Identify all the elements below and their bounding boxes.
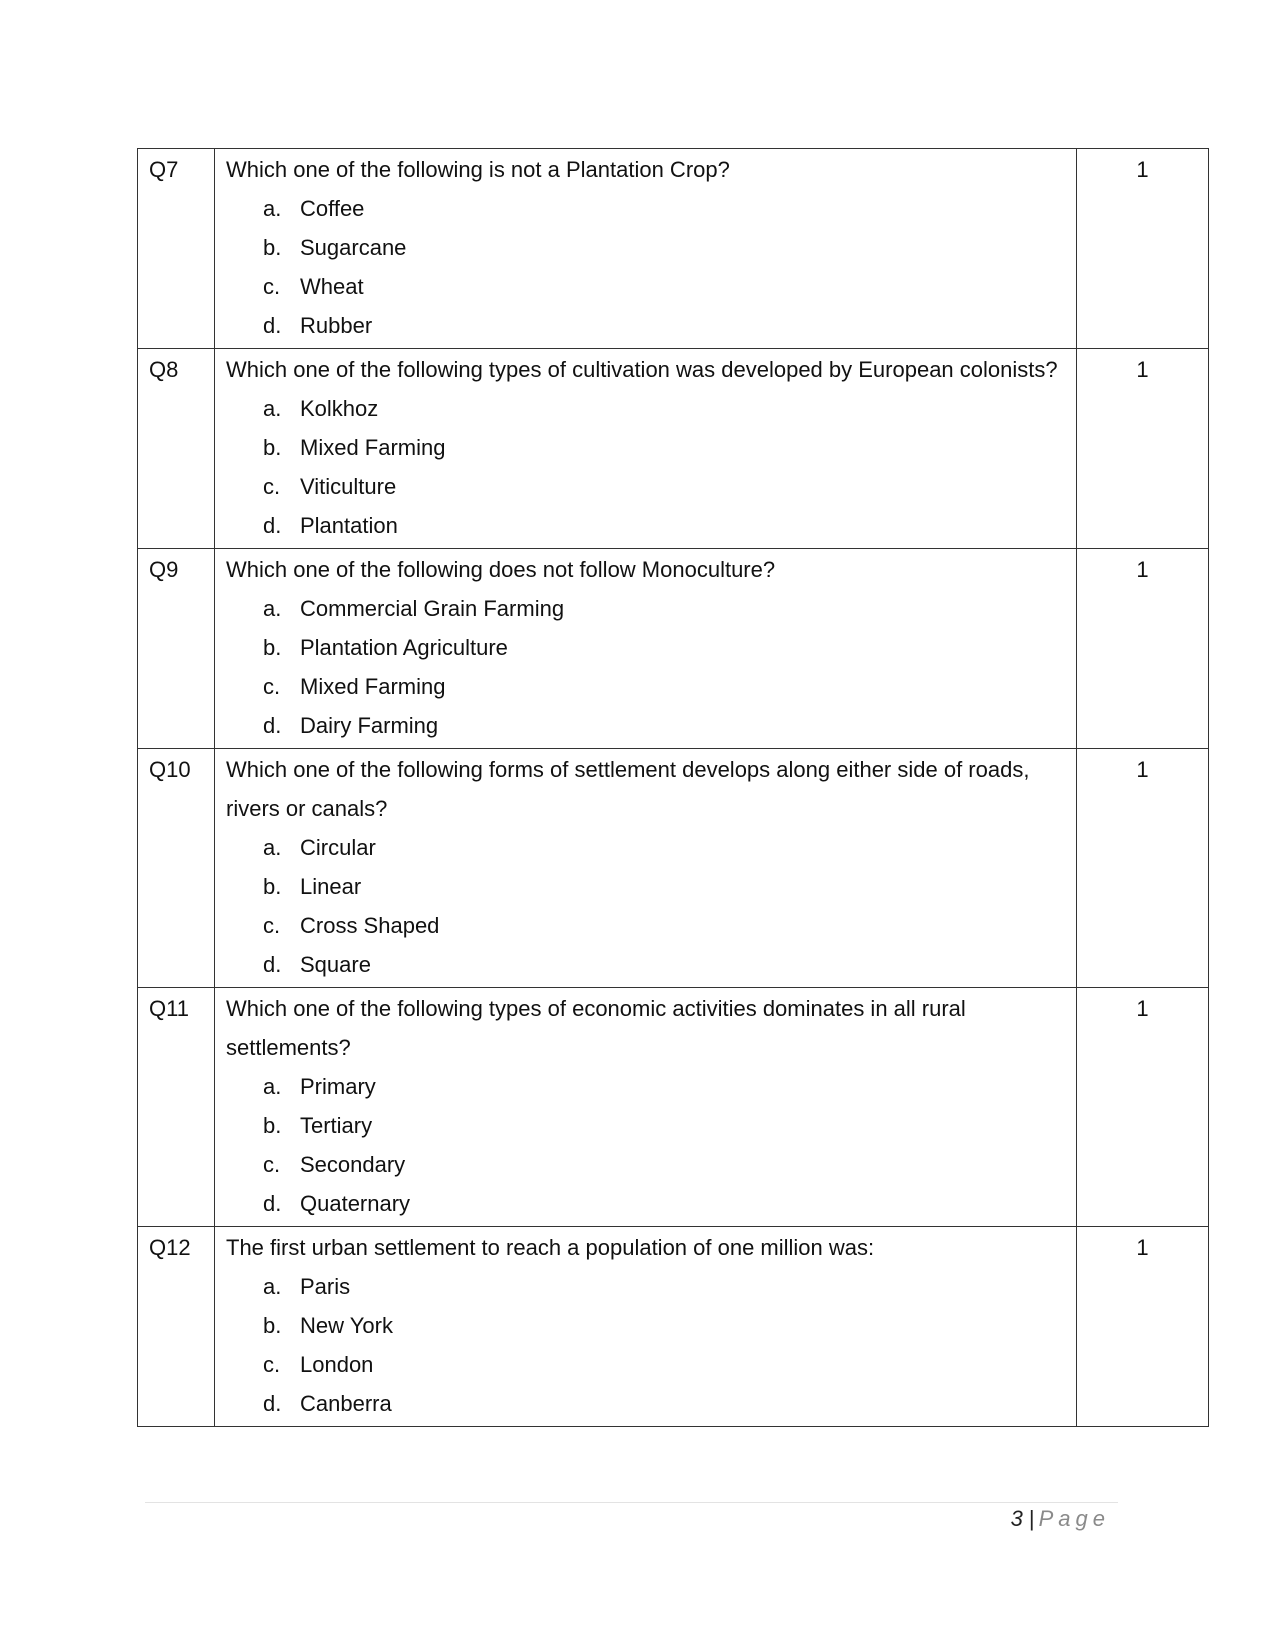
option-text: Mixed Farming bbox=[300, 674, 446, 699]
option-text: Plantation Agriculture bbox=[300, 635, 508, 660]
question-number: Q9 bbox=[138, 549, 215, 749]
option-text: Secondary bbox=[300, 1152, 406, 1177]
question-content bbox=[215, 549, 1077, 749]
option-letter: a. bbox=[263, 596, 282, 621]
option-item bbox=[263, 1345, 1076, 1384]
option-letter: b. bbox=[263, 435, 282, 460]
option-letter: a. bbox=[263, 835, 282, 860]
option-item bbox=[263, 1067, 1076, 1106]
option-item bbox=[263, 506, 1076, 545]
option-list bbox=[226, 828, 1076, 984]
question-row bbox=[138, 1227, 1209, 1427]
question-content bbox=[215, 1227, 1077, 1427]
option-text: Kolkhoz bbox=[300, 396, 379, 421]
question-number: Q10 bbox=[138, 749, 215, 988]
option-letter: c. bbox=[263, 274, 281, 299]
option-letter: b. bbox=[263, 1113, 282, 1138]
option-item bbox=[263, 1306, 1076, 1345]
option-text: Wheat bbox=[300, 274, 364, 299]
option-letter: a. bbox=[263, 396, 282, 421]
option-item bbox=[263, 1384, 1076, 1423]
option-text: Square bbox=[300, 952, 371, 977]
footer-separator: | bbox=[1028, 1506, 1035, 1531]
question-marks: 1 bbox=[1077, 1227, 1209, 1427]
option-text: Circular bbox=[300, 835, 376, 860]
question-text: Which one of the following is not a Plantation Crop? bbox=[226, 157, 730, 182]
option-text: Canberra bbox=[300, 1391, 392, 1416]
option-letter: d. bbox=[263, 1391, 282, 1416]
question-marks: 1 bbox=[1077, 988, 1209, 1227]
option-text: Coffee bbox=[300, 196, 365, 221]
option-text: Commercial Grain Farming bbox=[300, 596, 565, 621]
option-letter: d. bbox=[263, 1191, 282, 1216]
question-row bbox=[138, 149, 1209, 349]
option-item bbox=[263, 1267, 1076, 1306]
option-item bbox=[263, 1184, 1076, 1223]
option-item bbox=[263, 706, 1076, 745]
option-text: Mixed Farming bbox=[300, 435, 446, 460]
option-letter: b. bbox=[263, 235, 282, 260]
option-text: Cross Shaped bbox=[300, 913, 440, 938]
question-marks: 1 bbox=[1077, 749, 1209, 988]
option-item bbox=[263, 428, 1076, 467]
question-number: Q8 bbox=[138, 349, 215, 549]
option-text: New York bbox=[300, 1313, 393, 1338]
option-list bbox=[226, 1067, 1076, 1223]
option-letter: a. bbox=[263, 1274, 282, 1299]
option-text: Sugarcane bbox=[300, 235, 407, 260]
option-text: Rubber bbox=[300, 313, 373, 338]
question-number: Q11 bbox=[138, 988, 215, 1227]
option-text: Primary bbox=[300, 1074, 376, 1099]
option-letter: a. bbox=[263, 196, 282, 221]
option-letter: b. bbox=[263, 874, 282, 899]
option-letter: c. bbox=[263, 913, 281, 938]
option-item bbox=[263, 828, 1076, 867]
option-letter: d. bbox=[263, 313, 282, 338]
option-letter: d. bbox=[263, 513, 282, 538]
option-item bbox=[263, 945, 1076, 984]
option-text: Quaternary bbox=[300, 1191, 411, 1216]
option-letter: b. bbox=[263, 1313, 282, 1338]
question-text: Which one of the following types of economic activities dominates in all rural settlements? bbox=[226, 996, 966, 1060]
option-item bbox=[263, 189, 1076, 228]
question-row bbox=[138, 988, 1209, 1227]
question-marks: 1 bbox=[1077, 149, 1209, 349]
question-row bbox=[138, 549, 1209, 749]
option-list bbox=[226, 589, 1076, 745]
question-number: Q7 bbox=[138, 149, 215, 349]
question-content bbox=[215, 749, 1077, 988]
option-item bbox=[263, 667, 1076, 706]
question-content bbox=[215, 149, 1077, 349]
option-letter: c. bbox=[263, 1352, 281, 1377]
question-table bbox=[137, 148, 1209, 1427]
option-letter: c. bbox=[263, 674, 281, 699]
option-text: Viticulture bbox=[300, 474, 397, 499]
question-content bbox=[215, 988, 1077, 1227]
question-number: Q12 bbox=[138, 1227, 215, 1427]
option-item bbox=[263, 906, 1076, 945]
option-item bbox=[263, 628, 1076, 667]
question-marks: 1 bbox=[1077, 549, 1209, 749]
option-item bbox=[263, 467, 1076, 506]
option-text: Dairy Farming bbox=[300, 713, 439, 738]
question-text: The first urban settlement to reach a population of one million was: bbox=[226, 1235, 875, 1260]
option-letter: c. bbox=[263, 474, 281, 499]
option-text: Tertiary bbox=[300, 1113, 373, 1138]
option-item bbox=[263, 267, 1076, 306]
option-list bbox=[226, 1267, 1076, 1423]
option-list bbox=[226, 389, 1076, 545]
option-item bbox=[263, 228, 1076, 267]
option-list bbox=[226, 189, 1076, 345]
option-item bbox=[263, 867, 1076, 906]
option-item bbox=[263, 389, 1076, 428]
question-text: Which one of the following types of cultivation was developed by European colonists? bbox=[226, 357, 1058, 382]
option-text: London bbox=[300, 1352, 374, 1377]
option-text: Linear bbox=[300, 874, 362, 899]
question-row bbox=[138, 349, 1209, 549]
option-letter: a. bbox=[263, 1074, 282, 1099]
page-label: Page bbox=[1038, 1506, 1110, 1531]
question-content bbox=[215, 349, 1077, 549]
option-letter: d. bbox=[263, 952, 282, 977]
question-marks: 1 bbox=[1077, 349, 1209, 549]
option-text: Plantation bbox=[300, 513, 398, 538]
option-text: Paris bbox=[300, 1274, 351, 1299]
page-footer bbox=[1011, 1506, 1110, 1532]
question-row bbox=[138, 749, 1209, 988]
option-letter: b. bbox=[263, 635, 282, 660]
option-item bbox=[263, 306, 1076, 345]
question-text: Which one of the following does not follow Monoculture? bbox=[226, 557, 776, 582]
option-item bbox=[263, 589, 1076, 628]
page-number: 3 bbox=[1010, 1506, 1023, 1531]
option-letter: c. bbox=[263, 1152, 281, 1177]
question-text: Which one of the following forms of settlement develops along either side of roads, rivers or canals? bbox=[226, 757, 1030, 821]
option-item bbox=[263, 1106, 1076, 1145]
footer-divider bbox=[145, 1502, 1118, 1503]
option-letter: d. bbox=[263, 713, 282, 738]
question-table-body bbox=[138, 149, 1209, 1427]
option-item bbox=[263, 1145, 1076, 1184]
